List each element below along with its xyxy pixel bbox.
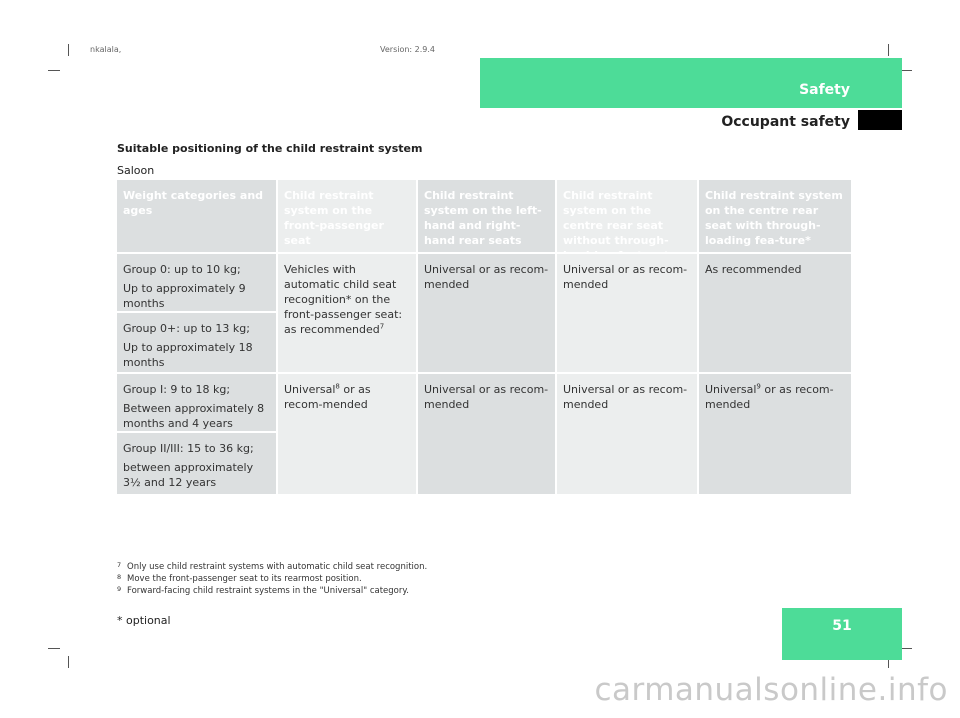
footnote-number: 9 bbox=[117, 585, 122, 593]
page-number-box bbox=[782, 608, 902, 660]
table-cell-front-passenger bbox=[278, 374, 416, 494]
table-header-cell: Child restraint system on the left-hand and right-hand rear seats bbox=[418, 180, 555, 252]
safety-label: Safety bbox=[799, 82, 850, 98]
footnote-number: 8 bbox=[117, 573, 122, 581]
footnote-ref: 8 bbox=[335, 382, 340, 391]
weight-group-age: Between approximately 8 months and 4 years bbox=[123, 402, 265, 430]
table-cell-weight bbox=[117, 313, 276, 372]
table-cell-centre-with-through: As recommended bbox=[699, 254, 851, 372]
footnote-number: 7 bbox=[117, 561, 122, 569]
table-cell-rear-seats: Universal or as recom-mended bbox=[418, 254, 555, 372]
weight-group-age: Up to approximately 9 months bbox=[123, 282, 246, 310]
meta-version: Version: 2.9.4 bbox=[380, 45, 436, 54]
table-header-cell: Child restraint system on the front-passenger seat bbox=[278, 180, 416, 252]
crop-mark bbox=[48, 70, 60, 71]
table-cell-weight bbox=[117, 254, 276, 311]
table-cell-front-passenger bbox=[278, 254, 416, 372]
footnote-ref: 7 bbox=[379, 322, 385, 331]
footnote bbox=[117, 573, 427, 585]
page-subheading: Saloon bbox=[117, 164, 155, 177]
watermark: carmanualsonline.info bbox=[594, 672, 948, 708]
footnote-ref: 9 bbox=[756, 382, 761, 391]
table-cell-centre-no-through: Universal or as recom-mended bbox=[557, 374, 697, 494]
weight-group-title: Group I: 9 to 18 kg; bbox=[123, 383, 231, 396]
crop-mark bbox=[68, 656, 69, 668]
page-heading: Suitable positioning of the child restraint system bbox=[117, 142, 423, 155]
table-cell-weight bbox=[117, 433, 276, 494]
footnote-text: Forward-facing child restraint systems in the "Universal" category. bbox=[127, 586, 409, 596]
meta-author: nkalala, bbox=[90, 45, 122, 54]
child-restraint-table bbox=[117, 180, 851, 494]
table-cell-centre-with-through bbox=[699, 374, 851, 494]
table-cell-centre-no-through: Universal or as recom-mended bbox=[557, 254, 697, 372]
cell-text: or as recom-mended bbox=[705, 383, 834, 411]
optional-note: * optional bbox=[117, 614, 171, 627]
weight-group-title: Group 0: up to 10 kg; bbox=[123, 263, 241, 276]
cell-text: or as recom-mended bbox=[284, 383, 371, 411]
crop-mark bbox=[888, 44, 889, 56]
page-number: 51 bbox=[832, 618, 852, 634]
table-cell-rear-seats: Universal or as recom-mended bbox=[418, 374, 555, 494]
weight-group-age: Up to approximately 18 months bbox=[123, 341, 253, 369]
weight-group-title: Group 0+: up to 13 kg; bbox=[123, 322, 250, 335]
cell-text: Universal bbox=[705, 383, 757, 396]
footnote-text: Move the front-passenger seat to its rearmost position. bbox=[127, 574, 362, 584]
footnotes bbox=[117, 561, 427, 597]
weight-group-title: Group II/III: 15 to 36 kg; bbox=[123, 442, 254, 455]
table-header-cell: Child restraint system on the centre rear seat without through- bbox=[557, 180, 697, 252]
footnote-text: Only use child restraint systems with automatic child seat recognition. bbox=[127, 562, 428, 572]
footnote bbox=[117, 561, 427, 573]
weight-group-age: between approximately 3½ and 12 years bbox=[123, 461, 254, 489]
table-header-cell: Child restraint system on the centre rear seat with through-loading fea-ture* bbox=[699, 180, 851, 252]
table-header-cell: Weight categories and ages bbox=[117, 180, 276, 252]
crop-mark bbox=[68, 44, 69, 56]
cell-text: Vehicles with automatic child seat recognition* on the front-passenger seat: as recommended bbox=[284, 263, 403, 336]
crop-mark bbox=[48, 648, 60, 649]
footnote bbox=[117, 585, 427, 597]
section-marker bbox=[858, 110, 902, 130]
cell-text: Universal bbox=[284, 383, 336, 396]
table-cell-weight bbox=[117, 374, 276, 431]
section-title: Occupant safety bbox=[721, 114, 850, 130]
